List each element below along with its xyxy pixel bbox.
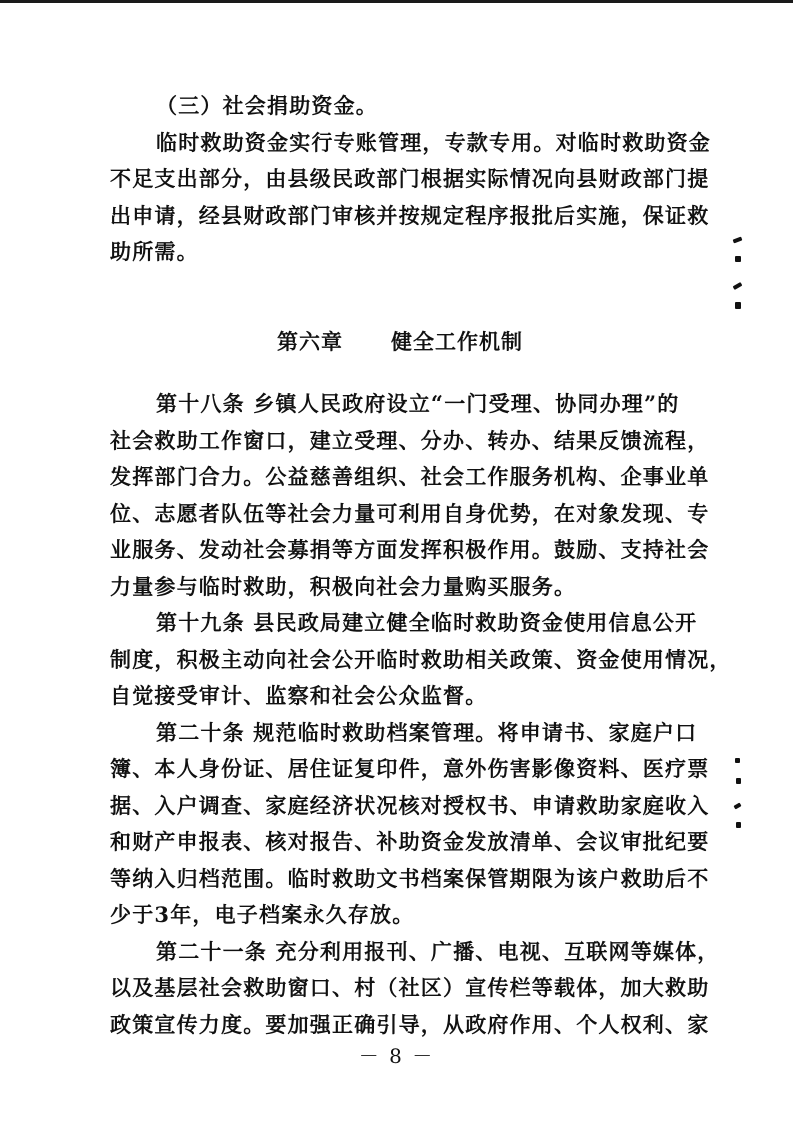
paragraph-line: 不足支出部分，由县级民政部门根据实际情况向县财政部门提 bbox=[110, 166, 710, 191]
document-body bbox=[110, 88, 732, 1037]
paragraph-line: 和财产申报表、核对报告、补助资金发放清单、会议审批纪要 bbox=[110, 829, 710, 854]
paragraph-line: 等纳入归档范围。临时救助文书档案保管期限为该户救助后不 bbox=[110, 865, 710, 891]
paragraph-line: 临时救助资金实行专账管理，专款专用。对临时救助资金 bbox=[156, 129, 711, 155]
paragraph-line: （三）社会捐助资金。 bbox=[156, 93, 378, 118]
paragraph-line: 第十八条 乡镇人民政府设立“一门受理、协同办理”的 bbox=[156, 391, 680, 416]
binding-mark bbox=[733, 803, 741, 810]
chapter-heading bbox=[110, 326, 690, 356]
paragraph-line: 以及基层社会救助窗口、村（社区）宣传栏等载体，加大救助 bbox=[110, 975, 710, 1000]
section-funding bbox=[110, 88, 711, 271]
chapter-number: 第六章 bbox=[277, 330, 343, 354]
paragraph-line: 据、入户调查、家庭经济状况核对授权书、申请救助家庭收入 bbox=[110, 792, 710, 818]
binding-marks-upper bbox=[731, 238, 745, 318]
binding-mark bbox=[736, 822, 741, 828]
paragraph-line: 簿、本人身份证、居住证复印件，意外伤害影像资料、医疗票 bbox=[110, 756, 710, 781]
paragraph-line: 第十九条 县民政局建立健全临时救助资金使用信息公开 bbox=[156, 610, 698, 635]
binding-mark bbox=[735, 758, 740, 763]
paragraph-line: 发挥部门合力。公益慈善组织、社会工作服务机构、企事业单 bbox=[110, 464, 710, 489]
paragraph-line: 力量参与临时救助，积极向社会力量购买服务。 bbox=[110, 573, 577, 599]
paragraph-line: 出申请，经县财政部门审核并按规定程序报批后实施，保证救 bbox=[110, 202, 710, 228]
paragraph-line: 助所需。 bbox=[110, 239, 199, 264]
paragraph-line: 第二十一条 充分利用报刊、广播、电视、互联网等媒体， bbox=[156, 938, 720, 964]
paragraph-line: 制度，积极主动向社会公开临时救助相关政策、资金使用情况， bbox=[110, 646, 732, 672]
paragraph-line: 社会救助工作窗口，建立受理、分办、转办、结果反馈流程， bbox=[110, 427, 710, 453]
binding-mark bbox=[735, 256, 741, 262]
paragraph-line: 少于3年，电子档案永久存放。 bbox=[110, 902, 415, 927]
binding-mark bbox=[733, 237, 743, 244]
paragraph-line: 业服务、发动社会募捐等方面发挥积极作用。鼓励、支持社会 bbox=[110, 537, 710, 562]
scan-top-edge bbox=[0, 0, 793, 3]
paragraph-line: 第二十条 规范临时救助档案管理。将申请书、家庭户口 bbox=[156, 719, 698, 745]
binding-mark bbox=[735, 302, 741, 309]
chapter-title: 健全工作机制 bbox=[391, 330, 523, 354]
page-number: － 8 － bbox=[358, 1044, 435, 1068]
paragraph-line: 政策宣传力度。要加强正确引导，从政府作用、个人权利、家 bbox=[110, 1011, 710, 1037]
binding-mark bbox=[736, 778, 741, 784]
paragraph-line: 自觉接受审计、监察和社会公众监督。 bbox=[110, 683, 488, 708]
binding-marks-lower bbox=[731, 758, 745, 838]
binding-mark bbox=[733, 282, 743, 290]
section-mechanisms bbox=[110, 386, 732, 1043]
paragraph-line: 位、志愿者队伍等社会力量可利用自身优势，在对象发现、专 bbox=[110, 500, 710, 526]
